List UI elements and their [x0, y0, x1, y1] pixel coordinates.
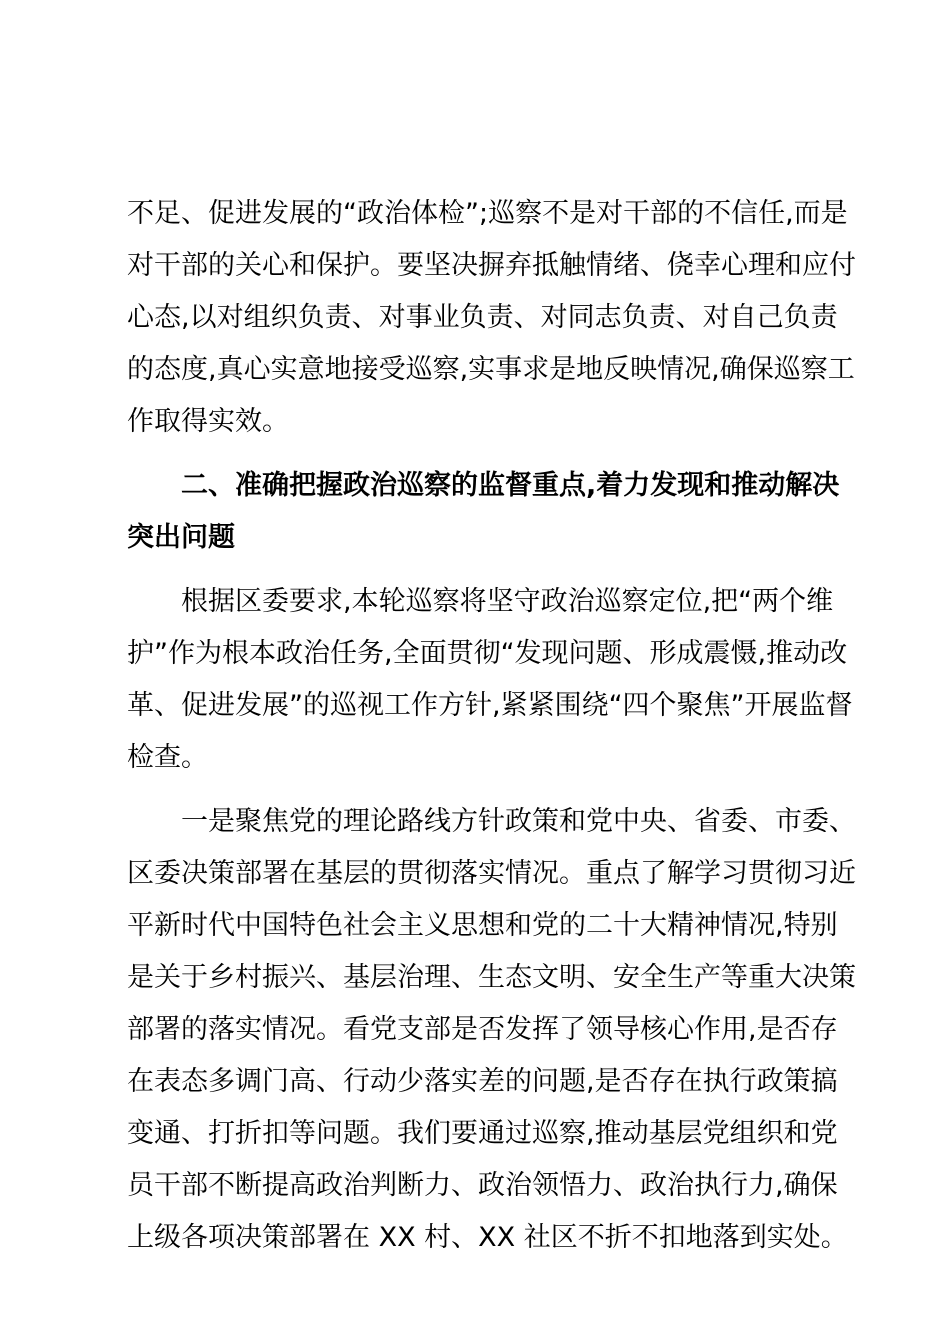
text-line: 上级各项决策部署在 XX 村、XX 社区不折不扣地落到实处。	[127, 1222, 848, 1253]
text-line: 一是聚焦党的理论路线方针政策和党中央、省委、市委、	[181, 806, 856, 837]
text-line: 对干部的关心和保护。要坚决摒弃抵触情绪、侥幸心理和应付	[127, 250, 856, 281]
document-body	[127, 188, 856, 1264]
text-line: 部署的落实情况。看党支部是否发挥了领导核心作用,是否存	[127, 1014, 838, 1045]
heading-line: 突出问题	[127, 522, 235, 553]
paragraph-gap	[127, 448, 827, 460]
text-line: 区委决策部署在基层的贯彻落实情况。重点了解学习贯彻习近	[127, 858, 856, 889]
text-line: 的态度,真心实意地接受巡察,实事求是地反映情况,确保巡察工	[127, 354, 855, 385]
text-line: 平新时代中国特色社会主义思想和党的二十大精神情况,特别	[127, 910, 838, 941]
text-line: 根据区委要求,本轮巡察将坚守政治巡察定位,把“两个维	[181, 586, 834, 617]
text-line: 不足、促进发展的“政治体检”;巡察不是对干部的不信任,而是	[127, 198, 848, 229]
text-line: 在表态多调门高、行动少落实差的问题,是否存在执行政策搞	[127, 1066, 838, 1097]
text-line: 心态,以对组织负责、对事业负责、对同志负责、对自己负责	[127, 302, 838, 333]
paragraph-requirements	[127, 576, 853, 784]
paragraph-continuation	[127, 188, 856, 448]
section-heading	[127, 460, 840, 564]
paragraph-gap	[127, 784, 827, 796]
text-line: 变通、打折扣等问题。我们要通过巡察,推动基层党组织和党	[127, 1118, 838, 1149]
text-line: 是关于乡村振兴、基层治理、生态文明、安全生产等重大决策	[127, 962, 856, 993]
heading-line: 二、准确把握政治巡察的监督重点,着力发现和推动解决	[181, 470, 840, 501]
text-line: 作取得实效。	[127, 406, 289, 437]
text-line: 员干部不断提高政治判断力、政治领悟力、政治执行力,确保	[127, 1170, 838, 1201]
paragraph-focus-one	[127, 796, 856, 1264]
paragraph-gap	[127, 564, 827, 576]
text-line: 检查。	[127, 742, 208, 773]
text-line: 革、促进发展”的巡视工作方针,紧紧围绕“四个聚焦”开展监督	[127, 690, 853, 721]
text-line: 护”作为根本政治任务,全面贯彻“发现问题、形成震慑,推动改	[127, 638, 848, 669]
